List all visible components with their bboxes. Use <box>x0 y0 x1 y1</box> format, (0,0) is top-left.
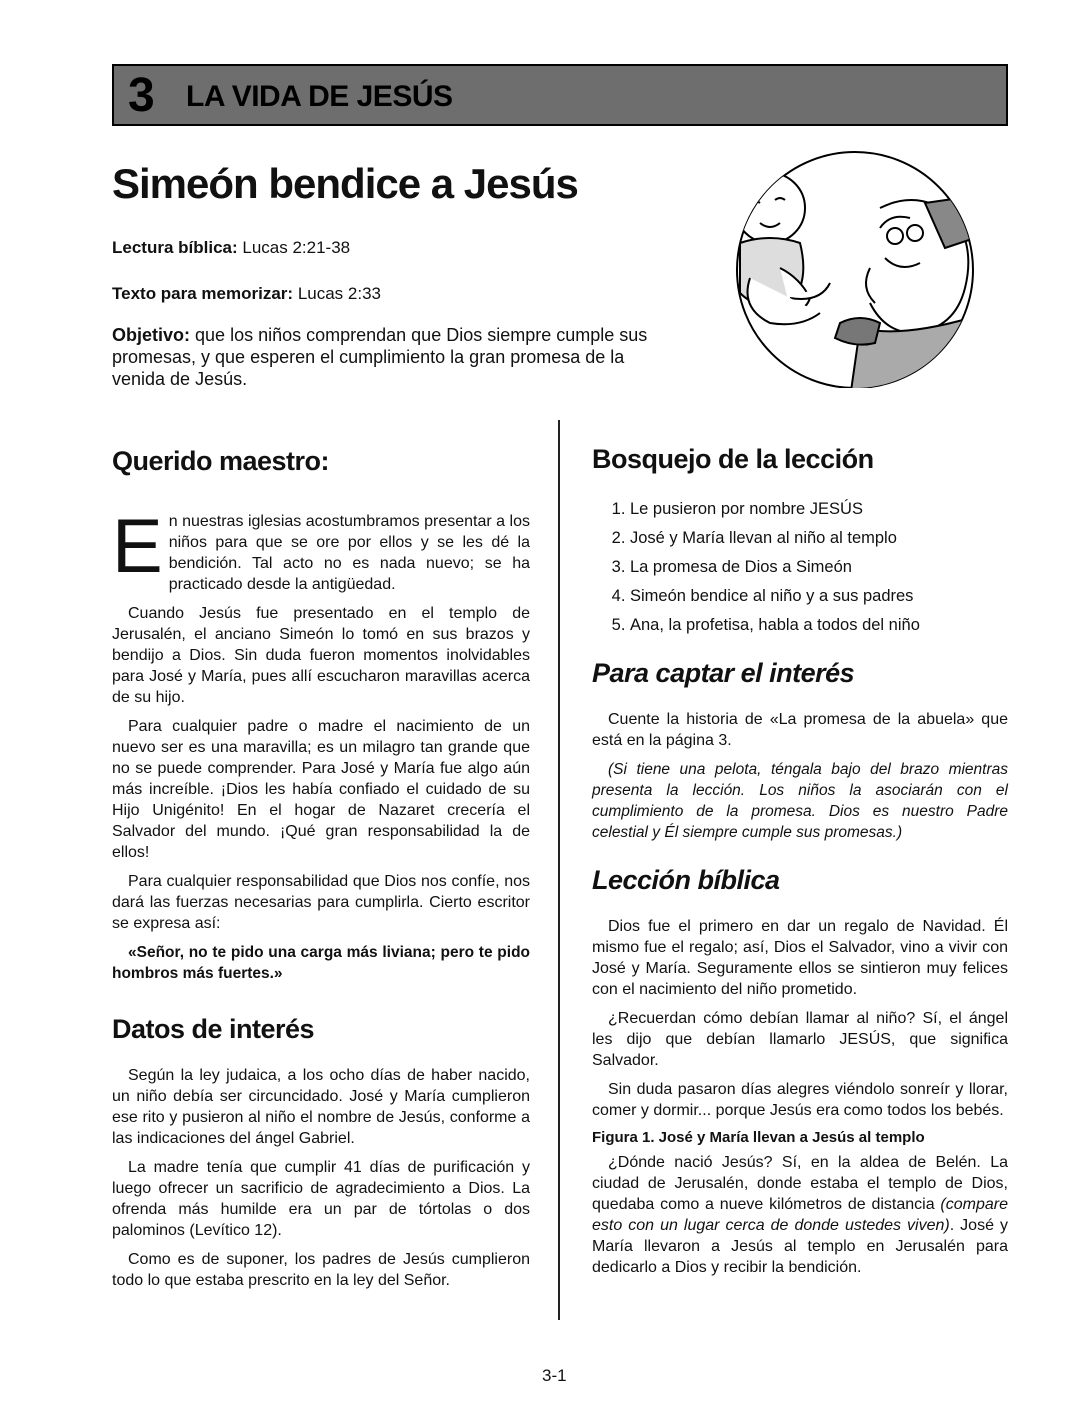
paragraph: Cuente la historia de «La promesa de la abuela» que está en la página 3. <box>592 711 1008 749</box>
intro-text: n nuestras iglesias acostumbramos presentar a los niños para que se ore por ellos y se les dé la bendición. Tal acto no es nada nuevo; se ha practicado desde la antigüedad. <box>168 513 530 593</box>
heading-facts: Datos de interés <box>112 1014 315 1044</box>
figure-caption: Figura 1. José y María llevan a Jesús al templo <box>592 1129 925 1146</box>
simeon-holding-baby-illustration <box>690 148 1000 388</box>
intro-paragraph <box>112 504 530 595</box>
objective <box>112 324 682 390</box>
right-column <box>592 444 1008 1286</box>
memory-verse-label: Texto para memorizar: <box>112 284 294 303</box>
text-part: . José y María llevaron a Jesús al templo en Jerusalén para dedicarlo a Dios y recibir la bendición. <box>592 1217 1009 1276</box>
outline-item: 4. Simeón bendice al niño y a sus padres <box>630 582 1008 611</box>
left-column <box>112 446 530 1299</box>
heading-outline: Bosquejo de la lección <box>592 444 874 474</box>
outline-item: 1. Le pusieron por nombre JESÚS <box>630 495 1008 524</box>
paragraph <box>592 1152 1008 1278</box>
paragraph: Para cualquier padre o madre el nacimiento de un nuevo ser es una maravilla; es un milagro tan grande que no se puede comprender. Para José y María fue algo aún más increíble. ¡Dios les había confiado el cuidado de su Hijo Unigénito! En el hogar de Nazaret crecería el Salvador del mundo. ¡Qué gran responsabilidad la de ellos! <box>112 718 530 861</box>
paragraph: Según la ley judaica, a los ocho días de haber nacido, un niño debía ser circuncidado. José y María cumplieron ese rito y pusieron al niño el nombre de Jesús, conforme a las indicaciones del ángel Gabriel. <box>112 1067 530 1147</box>
column-divider <box>558 420 560 1320</box>
paragraph: ¿Recuerdan cómo debían llamar al niño? Sí, el ángel les dijo que debían llamarlo JESÚS, que significa Salvador. <box>592 1010 1008 1069</box>
chapter-title: LA VIDA DE JESÚS <box>186 80 453 113</box>
outline-item: 2. José y María llevan al niño al templo <box>630 524 1008 553</box>
memory-verse-value: Lucas 2:33 <box>297 284 381 303</box>
page-number: 3-1 <box>542 1366 567 1385</box>
outline-list <box>592 495 1008 640</box>
lesson-title: Simeón bendice a Jesús <box>112 160 578 207</box>
paragraph: Para cualquier responsabilidad que Dios nos confíe, nos dará las fuerzas necesarias para cumplirla. Cierto escritor se expresa así: <box>112 873 530 932</box>
paragraph: Dios fue el primero en dar un regalo de Navidad. Él mismo fue el regalo; así, Dios el Salvador, vino a vivir con José y María. Seguramente ellos se sintieron muy felices con el nacimiento del niño prometido. <box>592 918 1008 998</box>
reading-value: Lucas 2:21-38 <box>242 238 351 257</box>
outline-item: 5. Ana, la profetisa, habla a todos del niño <box>630 611 1008 640</box>
chapter-banner <box>112 64 1008 126</box>
drop-cap: E <box>112 504 163 589</box>
note: (Si tiene una pelota, téngala bajo del brazo mientras presenta la lección. Los niños la asociarán con el cumplimiento de la promesa. Dios es nuestro Padre celestial y Él siempre cumple sus promesas.) <box>592 761 1008 841</box>
text-italic: (compare esto con un lugar cerca de donde ustedes viven) <box>592 1196 1008 1234</box>
text-part: ¿Dónde nació Jesús? Sí, en la aldea de Belén. La ciudad de Jerusalén, donde estaba el templo de Dios, quedaba como a nueve kilómetros de distancia <box>592 1154 1008 1213</box>
paragraph: Como es de suponer, los padres de Jesús cumplieron todo lo que estaba prescrito en la ley del Señor. <box>112 1251 530 1289</box>
reading-line <box>112 238 350 258</box>
outline-item: 3. La promesa de Dios a Simeón <box>630 553 1008 582</box>
quote: «Señor, no te pido una carga más liviana; pero te pido hombros más fuertes.» <box>112 944 530 982</box>
paragraph: Cuando Jesús fue presentado en el templo de Jerusalén, el anciano Simeón lo tomó en sus brazos y bendijo a Dios. Sin duda fueron momentos inolvidables para José y María, pues allí escucharon maravillas acerca de su hijo. <box>112 605 530 706</box>
chapter-number: 3 <box>128 69 155 122</box>
memory-verse-line <box>112 284 381 304</box>
paragraph: Sin duda pasaron días alegres viéndolo sonreír y llorar, comer y dormir... porque Jesús era como todos los bebés. <box>592 1081 1008 1119</box>
heading-bible-lesson: Lección bíblica <box>592 865 780 895</box>
objective-label: Objetivo: <box>112 325 191 345</box>
reading-label: Lectura bíblica: <box>112 238 238 257</box>
objective-text: que los niños comprendan que Dios siempre cumple sus promesas, y que esperen el cumplimiento la gran promesa de la venida de Jesús. <box>112 325 648 389</box>
heading-dear-teacher: Querido maestro: <box>112 446 330 476</box>
heading-capture-interest: Para captar el interés <box>592 658 855 688</box>
paragraph: La madre tenía que cumplir 41 días de purificación y luego ofrecer un sacrificio de agradecimiento a Dios. La ofrenda más humilde era un par de tórtolas o dos palominos (Levítico 12). <box>112 1159 530 1239</box>
